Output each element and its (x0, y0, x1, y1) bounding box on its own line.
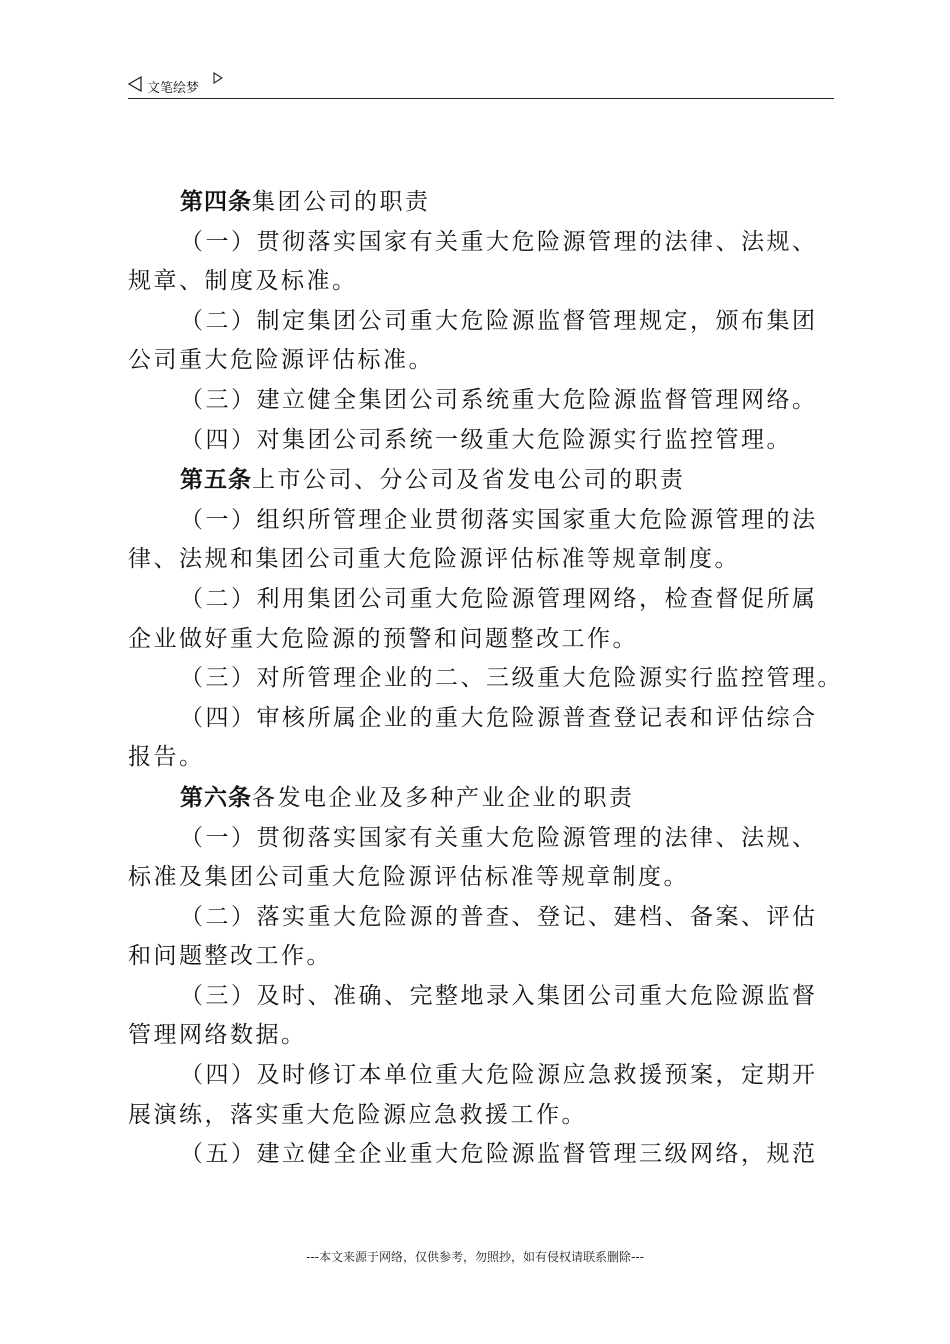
footer-disclaimer: ---本文来源于网络，仅供参考，勿照抄，如有侵权请联系删除--- (306, 1250, 644, 1264)
line-text: （四）及时修订本单位重大危险源应急救援预案，定期开 (180, 1062, 818, 1089)
line-text: 报告。 (128, 744, 205, 771)
line-text: （四）对集团公司系统一级重大危险源实行监控管理。 (180, 426, 792, 453)
text-line (128, 1016, 832, 1056)
article-heading: 第四条 (180, 188, 252, 215)
line-text: 公司重大危险源评估标准。 (128, 347, 434, 374)
line-text: （二）落实重大危险源的普查、登记、建档、备案、评估 (180, 903, 818, 930)
text-line (128, 302, 832, 342)
text-line (128, 977, 832, 1017)
page-header (128, 72, 834, 99)
text-line (128, 223, 832, 263)
line-text: （五）建立健全企业重大危险源监督管理三级网络，规范 (180, 1141, 818, 1168)
header-title: 文笔绘梦 (147, 81, 200, 96)
text-line (128, 421, 832, 461)
line-text: （三）及时、准确、完整地录入集团公司重大危险源监督 (180, 982, 818, 1009)
article-heading: 第五条 (180, 466, 252, 494)
line-text: （三）建立健全集团公司系统重大危险源监督管理网络。 (180, 386, 818, 413)
line-text: 上市公司、分公司及省发电公司的职责 (252, 467, 686, 494)
line-text: 管理网络数据。 (128, 1022, 307, 1049)
text-line (128, 1135, 832, 1175)
text-line (128, 501, 832, 541)
text-line (128, 858, 832, 898)
line-text: 律、法规和集团公司重大危险源评估标准等规章制度。 (128, 546, 740, 573)
line-text: （一）贯彻落实国家有关重大危险源管理的法律、法规、 (180, 228, 818, 255)
text-line (128, 381, 832, 421)
article-heading: 第六条 (180, 783, 252, 811)
line-text: （四）审核所属企业的重大危险源普查登记表和评估综合 (180, 704, 818, 731)
text-line (128, 620, 832, 660)
text-line (128, 540, 832, 580)
text-line (128, 1096, 832, 1136)
text-line (128, 738, 832, 778)
text-line (128, 341, 832, 381)
text-line (128, 460, 832, 501)
text-line (128, 580, 832, 620)
line-text: （一）组织所管理企业贯彻落实国家重大危险源管理的法 (180, 506, 818, 533)
text-line (128, 937, 832, 977)
line-text: 标准及集团公司重大危险源评估标准等规章制度。 (128, 864, 689, 891)
text-line (128, 778, 832, 819)
line-text: 规章、制度及标准。 (128, 268, 358, 295)
line-text: （三）对所管理企业的二、三级重大危险源实行监控管理。 (180, 665, 843, 692)
text-line (128, 1056, 832, 1096)
triangle-left-icon (128, 76, 142, 92)
line-text: 集团公司的职责 (252, 189, 431, 215)
line-text: 展演练，落实重大危险源应急救援工作。 (128, 1101, 587, 1128)
text-line (128, 699, 832, 739)
text-line (128, 819, 832, 859)
text-line (128, 898, 832, 938)
text-line (128, 659, 843, 699)
document-body (128, 182, 843, 1175)
line-text: 和问题整改工作。 (128, 943, 332, 970)
line-text: （一）贯彻落实国家有关重大危险源管理的法律、法规、 (180, 824, 818, 851)
text-line (128, 262, 832, 302)
triangle-right-icon (213, 72, 223, 84)
line-text: 企业做好重大危险源的预警和问题整改工作。 (128, 625, 638, 652)
line-text: （二）制定集团公司重大危险源监督管理规定，颁布集团 (180, 307, 818, 334)
line-text: （二）利用集团公司重大危险源管理网络，检查督促所属 (180, 585, 818, 612)
line-text: 各发电企业及多种产业企业的职责 (252, 784, 635, 811)
text-line (128, 182, 832, 223)
